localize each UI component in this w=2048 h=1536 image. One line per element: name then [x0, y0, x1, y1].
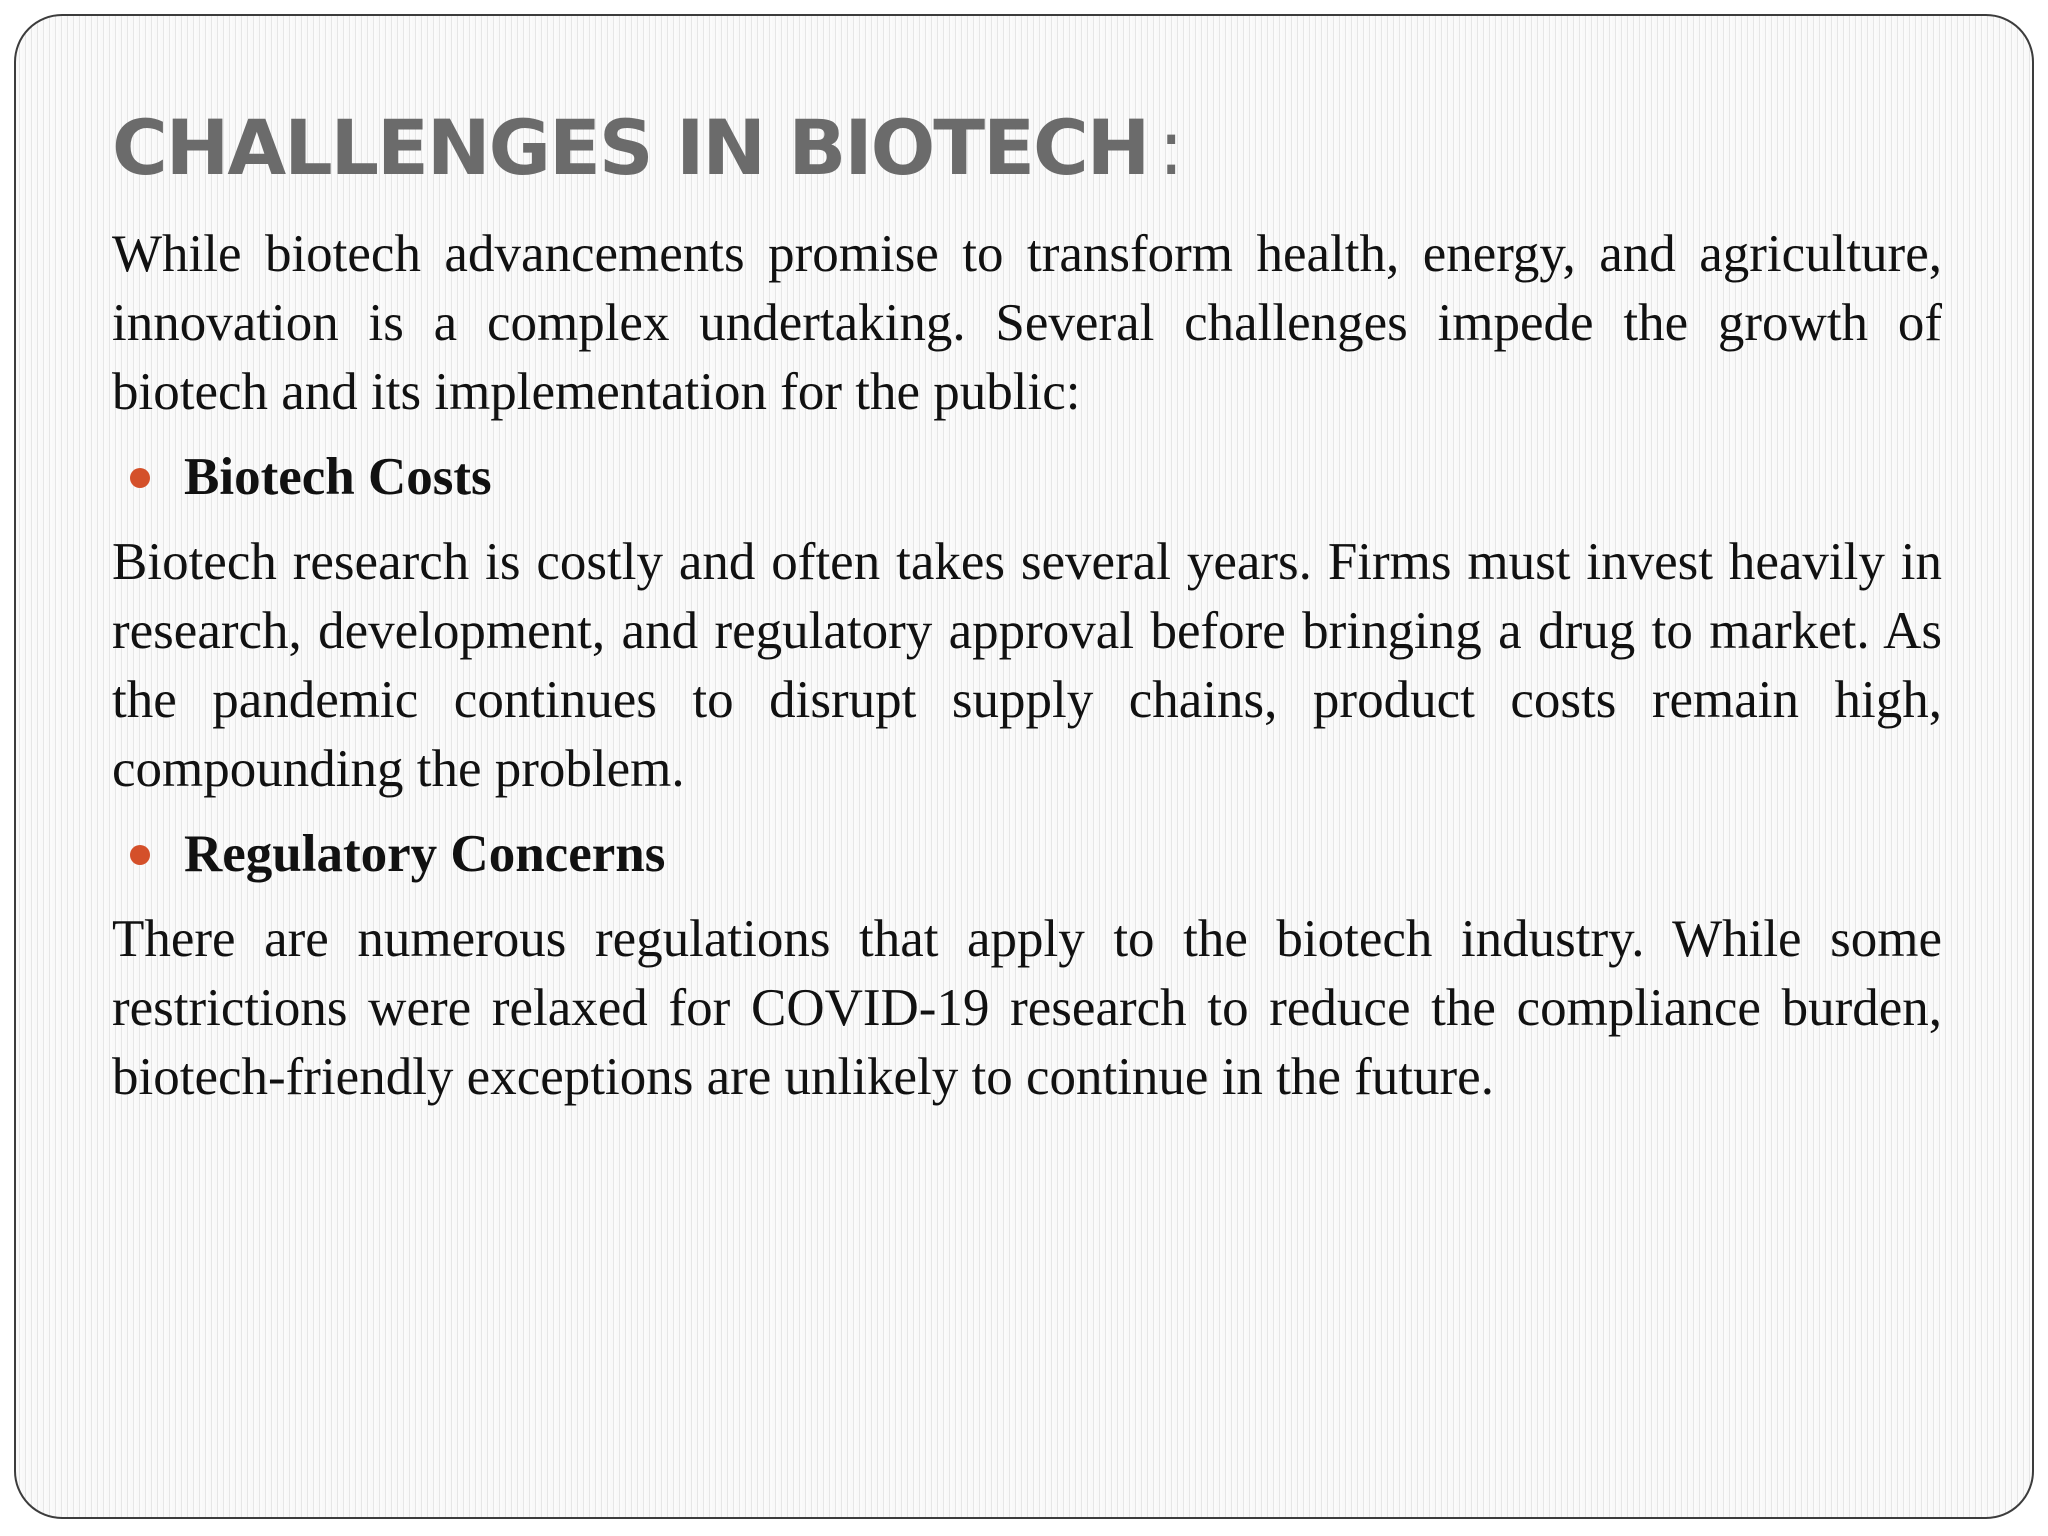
slide-content	[112, 100, 1942, 1112]
regulatory-concerns-paragraph: There are numerous regulations that apply to the biotech industry. While some restrictions were relaxed for COVID-19 research to reduce the compliance burden, biotech-friendly exceptions are unlikely to continue in the future.	[112, 910, 1942, 1106]
intro-paragraph: While biotech advancements promise to transform health, energy, and agriculture, innovation is a complex undertaking. Several challenges impede the growth of biotech and its implementation for the public:	[112, 225, 1942, 421]
bullet-dot-icon	[130, 845, 150, 865]
section-heading-biotech-costs	[112, 443, 1942, 512]
slide-title-text: CHALLENGES IN BIOTECH	[112, 103, 1149, 192]
section-heading-text: Regulatory Concerns	[184, 825, 666, 883]
section-heading-regulatory-concerns	[112, 820, 1942, 889]
slide-title	[112, 100, 1942, 196]
biotech-costs-paragraph: Biotech research is costly and often takes several years. Firms must invest heavily in research, development, and regulatory approval before bringing a drug to market. As the pandemic continues to disrupt supply chains, product costs remain high, compounding the problem.	[112, 533, 1942, 798]
section-heading-text: Biotech Costs	[184, 448, 492, 506]
slide-frame	[14, 14, 2034, 1519]
bullet-dot-icon	[130, 468, 150, 488]
slide-title-colon: :	[1158, 103, 1182, 192]
